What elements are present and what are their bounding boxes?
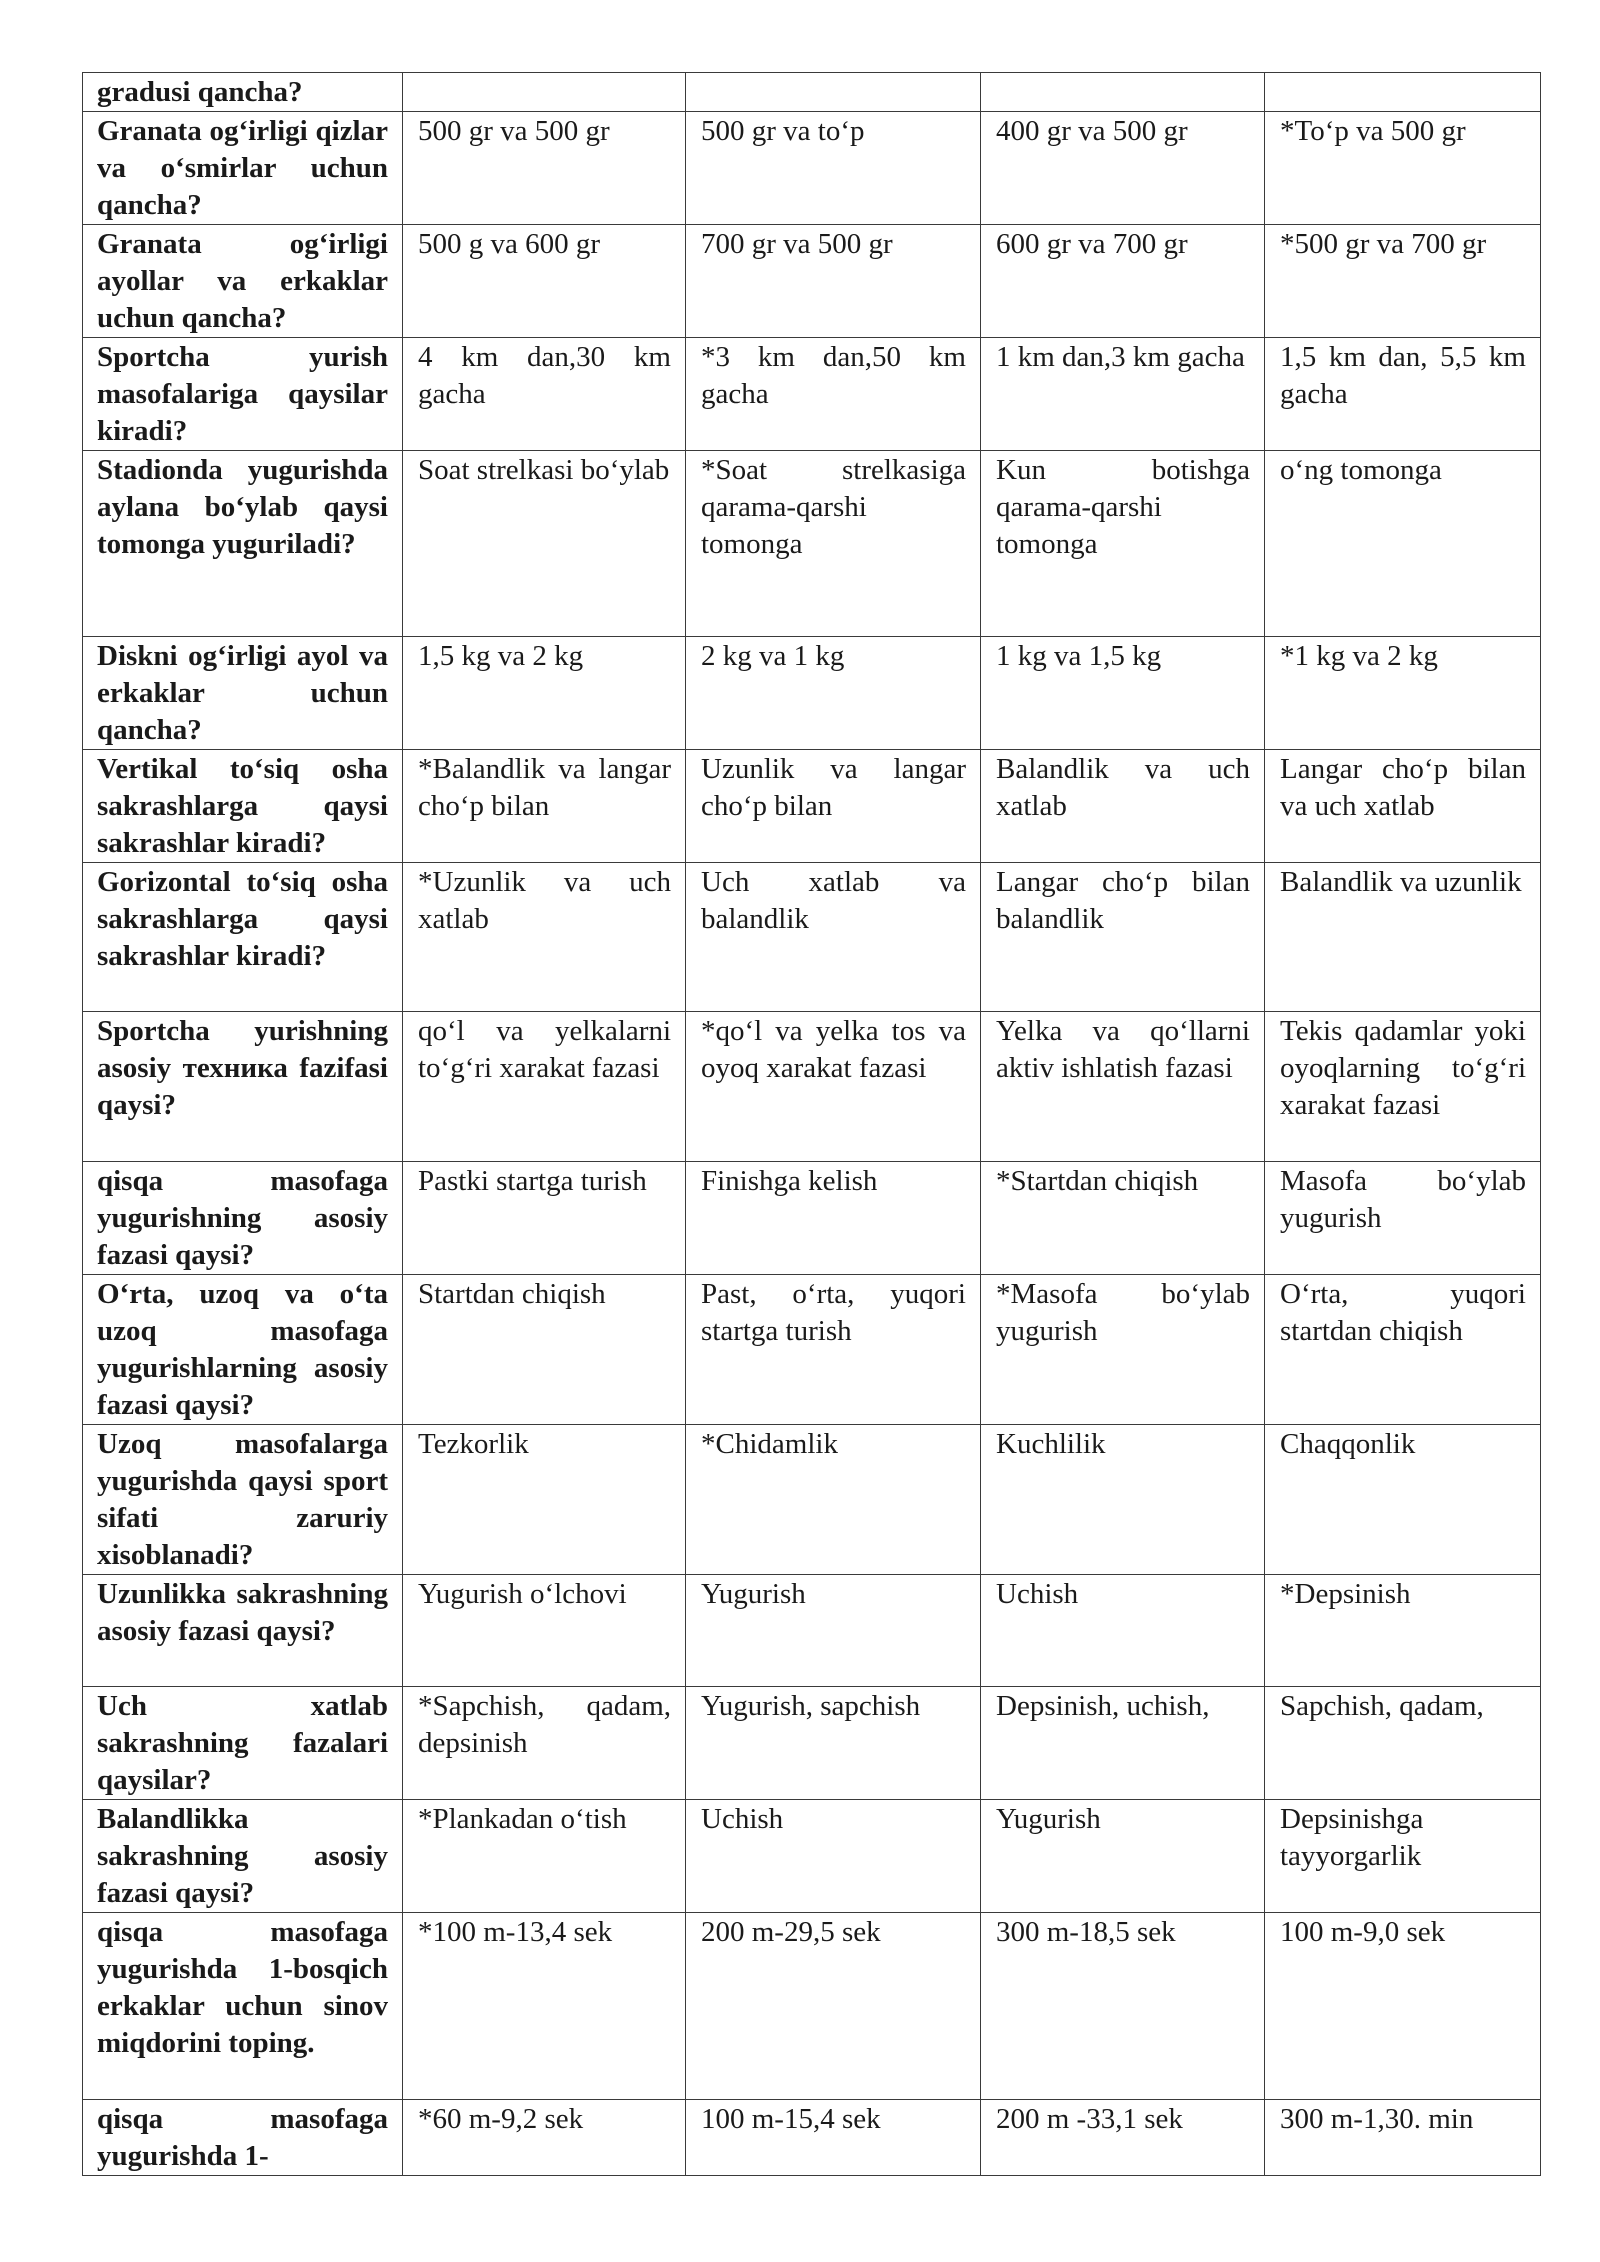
table-row	[83, 1575, 1541, 1687]
answer-cell-c: Yugurish	[981, 1800, 1265, 1913]
answer-cell-a: *Uzunlik va uch xatlab	[403, 863, 686, 1012]
answer-cell-a: *Balandlik va langar cho‘p bilan	[403, 750, 686, 863]
question-cell: qisqa masofaga yugurishda 1-bosqich erkaklar uchun sinov miqdorini toping.	[83, 1913, 403, 2100]
answer-cell-c: Uchish	[981, 1575, 1265, 1687]
table-row	[83, 338, 1541, 451]
answer-cell-d: o‘ng tomonga	[1265, 451, 1541, 637]
answer-cell-d: Sapchish, qadam,	[1265, 1687, 1541, 1800]
answer-cell-b: *Chidamlik	[686, 1425, 981, 1575]
table-row	[83, 1275, 1541, 1425]
answer-cell-c: 600 gr va 700 gr	[981, 225, 1265, 338]
question-cell: gradusi qancha?	[83, 73, 403, 112]
answer-cell-b: *qo‘l va yelka tos va oyoq xarakat fazasi	[686, 1012, 981, 1162]
answer-cell-c: 200 m -33,1 sek	[981, 2100, 1265, 2176]
answer-cell-a: 500 gr va 500 gr	[403, 112, 686, 225]
question-cell: Uzunlikka sakrashning asosiy fazasi qaysi?	[83, 1575, 403, 1687]
answer-cell-c: Kuchlilik	[981, 1425, 1265, 1575]
answer-cell-c: Yelka va qo‘llarni aktiv ishlatish fazasi	[981, 1012, 1265, 1162]
answer-cell-b: Uzunlik va langar cho‘p bilan	[686, 750, 981, 863]
table-row	[83, 863, 1541, 1012]
answer-cell-c: 1 kg va 1,5 kg	[981, 637, 1265, 750]
answer-cell-a: Tezkorlik	[403, 1425, 686, 1575]
answer-cell-b: 2 kg va 1 kg	[686, 637, 981, 750]
question-cell: Uch xatlab sakrashning fazalari qaysilar?	[83, 1687, 403, 1800]
answer-cell-b: Finishga kelish	[686, 1162, 981, 1275]
answer-cell-a: *60 m-9,2 sek	[403, 2100, 686, 2176]
table-row	[83, 637, 1541, 750]
answer-cell-d: Langar cho‘p bilan va uch xatlab	[1265, 750, 1541, 863]
answer-cell-b: Uchish	[686, 1800, 981, 1913]
answer-cell-d: O‘rta, yuqori startdan chiqish	[1265, 1275, 1541, 1425]
table-row	[83, 225, 1541, 338]
answer-cell-c: Balandlik va uch xatlab	[981, 750, 1265, 863]
question-cell: Gorizontal to‘siq osha sakrashlarga qaysi sakrashlar kiradi?	[83, 863, 403, 1012]
table-row	[83, 1687, 1541, 1800]
answer-cell-b: 200 m-29,5 sek	[686, 1913, 981, 2100]
table-row	[83, 1012, 1541, 1162]
answer-cell-c: Depsinish, uchish,	[981, 1687, 1265, 1800]
answer-cell-d: 1,5 km dan, 5,5 km gacha	[1265, 338, 1541, 451]
answer-cell-a: Soat strelkasi bo‘ylab	[403, 451, 686, 637]
answer-cell-a: *100 m-13,4 sek	[403, 1913, 686, 2100]
question-cell: Balandlikka sakrashning asosiy fazasi qaysi?	[83, 1800, 403, 1913]
answer-cell-d: Tekis qadamlar yoki oyoqlarning to‘g‘ri xarakat fazasi	[1265, 1012, 1541, 1162]
table-row	[83, 2100, 1541, 2176]
answer-cell-a: Pastki startga turish	[403, 1162, 686, 1275]
question-cell: qisqa masofaga yugurishda 1-	[83, 2100, 403, 2176]
question-cell: Vertikal to‘siq osha sakrashlarga qaysi sakrashlar kiradi?	[83, 750, 403, 863]
table-row	[83, 1913, 1541, 2100]
answer-cell-a: *Plankadan o‘tish	[403, 1800, 686, 1913]
answer-cell-d: *To‘p va 500 gr	[1265, 112, 1541, 225]
question-cell: Granata og‘irligi ayollar va erkaklar uchun qancha?	[83, 225, 403, 338]
table-row	[83, 1425, 1541, 1575]
table-row	[83, 750, 1541, 863]
answer-cell-d: 100 m-9,0 sek	[1265, 1913, 1541, 2100]
answer-cell-c: 300 m-18,5 sek	[981, 1913, 1265, 2100]
answer-cell-b: Yugurish, sapchish	[686, 1687, 981, 1800]
answer-cell-c: Kun botishga qarama-qarshi tomonga	[981, 451, 1265, 637]
answer-cell-a: Yugurish o‘lchovi	[403, 1575, 686, 1687]
answer-cell-b: *3 km dan,50 km gacha	[686, 338, 981, 451]
answer-cell-d: Chaqqonlik	[1265, 1425, 1541, 1575]
answer-cell-a	[403, 73, 686, 112]
answer-cell-b: Uch xatlab va balandlik	[686, 863, 981, 1012]
question-cell: qisqa masofaga yugurishning asosiy fazasi qaysi?	[83, 1162, 403, 1275]
answer-cell-c: 1 km dan,3 km gacha	[981, 338, 1265, 451]
answer-cell-d: Masofa bo‘ylab yugurish	[1265, 1162, 1541, 1275]
answer-cell-c: *Startdan chiqish	[981, 1162, 1265, 1275]
answer-cell-c: 400 gr va 500 gr	[981, 112, 1265, 225]
answer-cell-b: *Soat strelkasiga qarama-qarshi tomonga	[686, 451, 981, 637]
answer-cell-d: *500 gr va 700 gr	[1265, 225, 1541, 338]
answer-cell-a: *Sapchish, qadam, depsinish	[403, 1687, 686, 1800]
answer-cell-d: 300 m-1,30. min	[1265, 2100, 1541, 2176]
question-cell: Diskni og‘irligi ayol va erkaklar uchun qancha?	[83, 637, 403, 750]
answer-cell-d	[1265, 73, 1541, 112]
answer-cell-c: Langar cho‘p bilan balandlik	[981, 863, 1265, 1012]
question-cell: Sportcha yurish masofalariga qaysilar kiradi?	[83, 338, 403, 451]
answer-cell-a: 1,5 kg va 2 kg	[403, 637, 686, 750]
answer-cell-a: qo‘l va yelkalarni to‘g‘ri xarakat fazasi	[403, 1012, 686, 1162]
table-row	[83, 112, 1541, 225]
table-row	[83, 73, 1541, 112]
table-row	[83, 1800, 1541, 1913]
answer-cell-d: Balandlik va uzunlik	[1265, 863, 1541, 1012]
answer-cell-b: Yugurish	[686, 1575, 981, 1687]
answer-cell-d: *1 kg va 2 kg	[1265, 637, 1541, 750]
answer-cell-b: 100 m-15,4 sek	[686, 2100, 981, 2176]
answer-cell-b: Past, o‘rta, yuqori startga turish	[686, 1275, 981, 1425]
question-cell: Stadionda yugurishda aylana bo‘ylab qaysi tomonga yuguriladi?	[83, 451, 403, 637]
answer-cell-a: 500 g va 600 gr	[403, 225, 686, 338]
question-cell: Uzoq masofalarga yugurishda qaysi sport sifati zaruriy xisoblanadi?	[83, 1425, 403, 1575]
answer-cell-d: *Depsinish	[1265, 1575, 1541, 1687]
question-cell: Granata og‘irligi qizlar va o‘smirlar uchun qancha?	[83, 112, 403, 225]
answer-cell-d: Depsinishga tayyorgarlik	[1265, 1800, 1541, 1913]
question-cell: Sportcha yurishning asosiy техника fazifasi qaysi?	[83, 1012, 403, 1162]
answer-cell-a: Startdan chiqish	[403, 1275, 686, 1425]
table-row	[83, 451, 1541, 637]
answer-cell-b: 500 gr va to‘p	[686, 112, 981, 225]
answer-cell-c	[981, 73, 1265, 112]
answer-cell-a: 4 km dan,30 km gacha	[403, 338, 686, 451]
answer-cell-b	[686, 73, 981, 112]
answer-cell-b: 700 gr va 500 gr	[686, 225, 981, 338]
table-row	[83, 1162, 1541, 1275]
quiz-table	[82, 72, 1541, 2176]
question-cell: O‘rta, uzoq va o‘ta uzoq masofaga yugurishlarning asosiy fazasi qaysi?	[83, 1275, 403, 1425]
answer-cell-c: *Masofa bo‘ylab yugurish	[981, 1275, 1265, 1425]
